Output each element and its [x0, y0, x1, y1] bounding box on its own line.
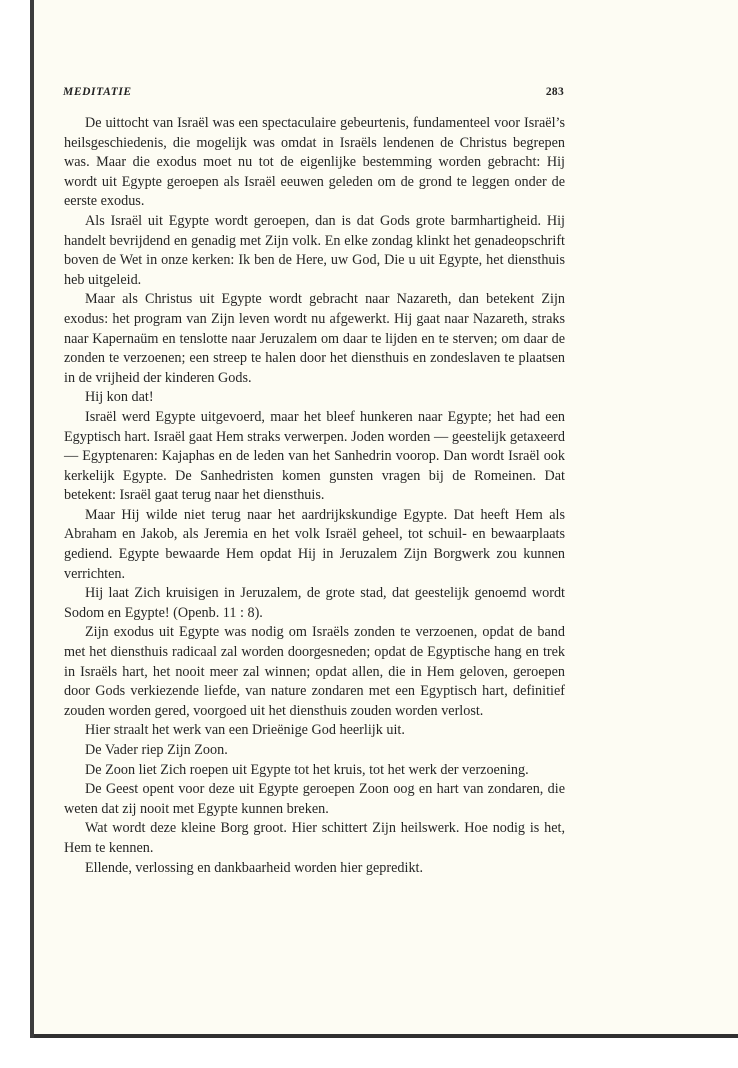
paragraph-1: De uittocht van Israël was een spectaculaire gebeurtenis, fundamenteel voor Israël’s heilsgeschiedenis, die mogelijk was omdat in Israëls lendenen de Christus begrepen was. Maar die exodus moet nu tot de eigenlijke bestemming worden gebracht: Hij wordt uit Egypte geroepen als Israël eeuwen geleden om de grond te leggen onder de eerste exodus. — [64, 115, 565, 210]
paragraph-11: De Zoon liet Zich roepen uit Egypte tot het kruis, tot het werk der verzoening. — [85, 761, 529, 778]
paragraph-8: Zijn exodus uit Egypte was nodig om Israëls zonden te verzoenen, opdat de band met het diensthuis radicaal zal worden doorgesneden; opdat de Egyptische hang en trek in Israëls hart, het nooit meer zal winnen; opdat allen, die in Hem geloven, geroepen door Gods verkiezende liefde, van nature zondaren met een Egyptisch hart, definitief zouden worden gered, voorgoed uit het diensthuis zouden worden verlost. — [64, 624, 565, 719]
scan-bottom-edge — [34, 1034, 738, 1038]
paragraph-3: Maar als Christus uit Egypte wordt gebracht naar Nazareth, dan betekent Zijn exodus: het program van Zijn leven wordt nu afgewerkt. Hij gaat naar Nazareth, straks naar Kapernaüm en tenslotte naar Jeruzalem om daar te lijden en te sterven; om daar de zonden te verzoenen; een streep te halen door het diensthuis en zondeslaven te plaatsen in de vrijheid der kinderen Gods. — [64, 291, 565, 386]
body-text — [64, 114, 565, 878]
paragraph-9: Hier straalt het werk van een Drieënige God heerlijk uit. — [85, 722, 405, 739]
running-head-title: MEDITATIE — [63, 86, 132, 98]
paragraph-5: Israël werd Egypte uitgevoerd, maar het bleef hunkeren naar Egypte; het had een Egyptisch hart. Israël gaat Hem straks verwerpen. Joden worden — geestelijk getaxeerd — Egyptenaren: Kajaphas en de leden van het Sanhedrin voorop. Dan wordt Israël ook kerkelijk Egypte. De Sanhedristen komen gunsten vragen bij de Romeinen. Dat betekent: Israël gaat terug naar het diensthuis. — [64, 408, 565, 504]
paragraph-10: De Vader riep Zijn Zoon. — [85, 742, 228, 758]
paragraph-12: De Geest opent voor deze uit Egypte geroepen Zoon oog en hart van zondaren, die weten dat zij nooit met Egypte kunnen breken. — [64, 781, 565, 817]
paragraph-2: Als Israël uit Egypte wordt geroepen, dan is dat Gods grote barmhartigheid. Hij handelt bevrijdend en genadig met Zijn volk. En elke zondag klinkt het genadeopschrift boven de Wet in onze kerken: Ik ben de Here, uw God, Die u uit Egypte, het diensthuis heb uitgeleid. — [64, 212, 565, 288]
paragraph-13: Wat wordt deze kleine Borg groot. Hier schittert Zijn heilswerk. Hoe nodig is het, Hem te kennen. — [64, 820, 565, 856]
paragraph-7: Hij laat Zich kruisigen in Jeruzalem, de grote stad, dat geestelijk genoemd wordt Sodom en Egypte! (Openb. 11 : 8). — [64, 585, 565, 621]
paragraph-6: Maar Hij wilde niet terug naar het aardrijkskundige Egypte. Dat heeft Hem als Abraham en Jakob, als Jeremia en het volk Israël geheel, tot schuil- en bewaarplaats gediend. Egypte bewaarde Hem opdat Hij in Jeruzalem Zijn Borgwerk zou kunnen verrichten. — [64, 506, 565, 582]
page-number: 283 — [545, 86, 564, 98]
running-head — [63, 84, 564, 102]
paragraph-4: Hij kon dat! — [85, 389, 154, 406]
paragraph-14: Ellende, verlossing en dankbaarheid worden hier gepredikt. — [85, 859, 424, 876]
